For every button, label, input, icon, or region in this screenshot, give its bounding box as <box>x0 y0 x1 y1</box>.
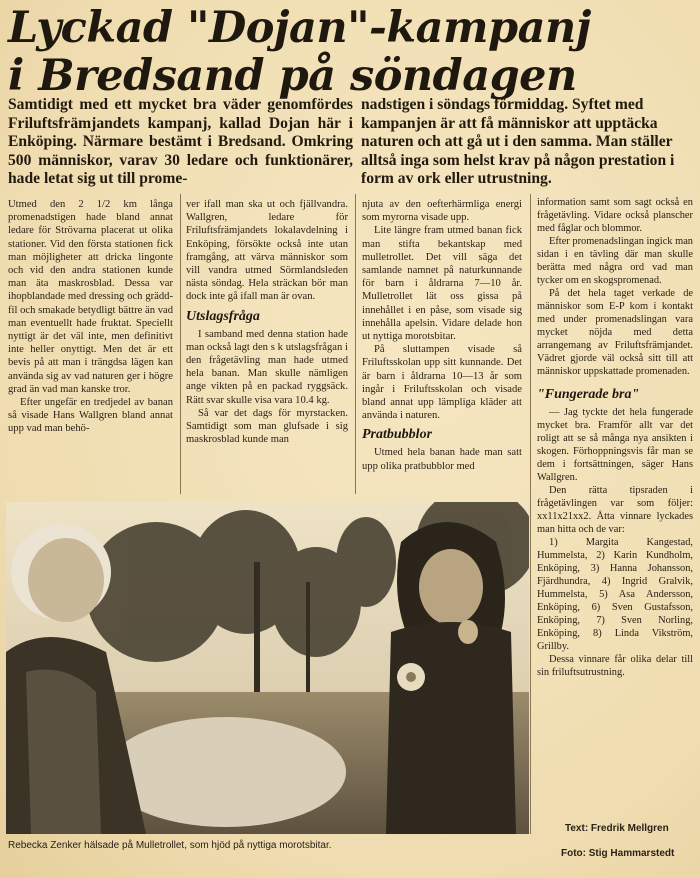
headline-line-1: Lyckad "Dojan"-kampanj <box>8 3 591 53</box>
subheading-utslagsfraga: Utslagsfråga <box>186 308 260 324</box>
column-divider <box>355 194 356 494</box>
paragraph: — Jag tyckte det hela fungerade mycket bra. Framför allt var det roligt att se så många nya ansikten i skogen. Förhoppningsvis får man se dem i fortsättningen, säger Hans Wallgren. <box>537 407 693 483</box>
article-photo <box>6 502 529 834</box>
subheading-pratbubblor: Pratbubblor <box>362 427 433 443</box>
paragraph: 1) Margita Kangestad, Hummelsta, 2) Karin Kundholm, Enköping, 3) Hanna Johansson, Fjärdhundra, 4) Ingrid Gralvik, Hummelsta, 5) Asa Andersson, Enköping, 6) Sven Gustafsson, Enköping, 7) Sven Norling, Enköping, 8) Linda Vikström, Grillby. <box>537 537 693 652</box>
photo-caption: Rebecka Zenker hälsade på Mulletrollet, som hjöd på nyttiga morotsbitar. <box>8 840 332 851</box>
paragraph: information samt som sagt också en frågetävling. Vidare också planscher med fåglar och blommor. <box>537 197 693 234</box>
photo-illustration <box>6 502 529 834</box>
paragraph: Den rätta tipsraden i frågetävlingen var som följer: xx11x21xx2. Åtta vinnare lyckades man hitta och de var: <box>537 485 693 535</box>
column-divider <box>530 194 531 834</box>
paragraph: Utmed hela banan hade man satt upp olika pratbubblor med <box>362 447 522 472</box>
column-divider <box>180 194 181 494</box>
paragraph: På det hela taget verkade de människor som E-P kom i kontakt med under promenadslingan vara mycket nöjda med detta arrangemang av Friluftsfrämjandet. Vädret gjorde väl också sitt till att människor uppskattade promenaden. <box>537 288 693 377</box>
paragraph: Efter promenadslingan ingick man sidan i en tävling där man skulle berätta med några ord vad man tycker om en skogspromenad. <box>537 236 693 286</box>
person-right <box>386 522 516 834</box>
paragraph: Lite längre fram utmed banan fick man stifta bekantskap med mulletrollet. Det vill säga det samlande namnet på naturkunnande för barn i åldrarna 7—10 år. Mulletrollet lät oss gissa på innehållet i en påse, som visade sig innehålla apelsin. Vidare delade hon ut nyttiga morotsbitar. <box>362 225 522 343</box>
paragraph: njuta av den oefterhärmliga energi som myrorna visade upp. <box>362 199 522 224</box>
paragraph: Så var det dags för myrstacken. Samtidigt som man glufsade i sig maskrosblad kunde man <box>186 407 348 446</box>
photo-credit: Foto: Stig Hammarstedt <box>561 848 675 859</box>
lead-paragraph-left: Samtidigt med ett mycket bra väder genomfördes Friluftsfrämjandets kampanj, kallad Dojan här i Enköping. Närmare bestämt i Bredsand. Omkring 500 människor, varav 30 ledare och funktionärer, hade letat sig ut till prome- <box>8 96 353 188</box>
headline <box>8 4 698 100</box>
paragraph: Dessa vinnare får olika delar till sin friluftsutrustning. <box>537 654 693 678</box>
lead-paragraph-right: nadstigen i söndags förmiddag. Syftet med kampanjen är att få människor att upptäcka naturen och att gå ut i den samma. Man ställer alltså inga som helst krav på någon prestation i form av ork eller utrustning. <box>361 96 675 188</box>
article-column-2 <box>186 198 348 446</box>
text-credit: Text: Fredrik Mellgren <box>565 823 669 834</box>
subheading-fungerade-bra: "Fungerade bra" <box>537 387 640 402</box>
paragraph: I samband med denna station hade man också lagt den s k utslagsfrågan i den frågetävling man hade utmed hela banan. Man skulle nämligen ange vikten på en packad ryggsäck. Rätt svar skulle visa vara 10.4 kg. <box>186 328 348 406</box>
paragraph: ver ifall man ska ut och fjällvandra. Wallgren, ledare för Friluftsfrämjandets lokalavdelning i Enköping, försökte också inte utan framgång, att värva människor som vill vandra utmed Sörmlandsleden nästa söndag. Hela sträckan bör man dock inte gå ifall man är ovan. <box>186 199 348 303</box>
article-column-3 <box>362 198 522 473</box>
headline-line-2: i Bredsand på söndagen <box>8 51 577 101</box>
paragraph: Utmed den 2 1/2 km långa promenadstigen hade bland annat ledare för Strövarna placerat ut olika stationer. Vid den första stationen fick man möjligheter att dricka lingonte och vid den andra stationen kunde man äta maskrosblad. Dessa var ihopblandade med dressing och grädd-fil och smakade betydligt bättre än vad man eventuellt hade fruktat. Speciellt nyttigt är det väl inte, men definitivt inte heller onyttigt. Men det är ett bevis på att man i trängdsa lägen kan använda sig av vad naturen ger i högre grad än vad man kanske tror. <box>8 199 173 395</box>
paragraph: Efter ungefär en tredjedel av banan så visade Hans Wallgren bland annat upp vad man behö- <box>8 397 173 435</box>
article-column-4 <box>537 196 693 679</box>
paragraph: På sluttampen visade så Friluftsskolan upp sitt kunnande. Det är barn i åldrarna 10—13 år som ingår i Friluftsskolan och visade bland annat upp lämpliga kläder att använda i naturen. <box>362 344 522 422</box>
article-column-1 <box>8 198 173 436</box>
